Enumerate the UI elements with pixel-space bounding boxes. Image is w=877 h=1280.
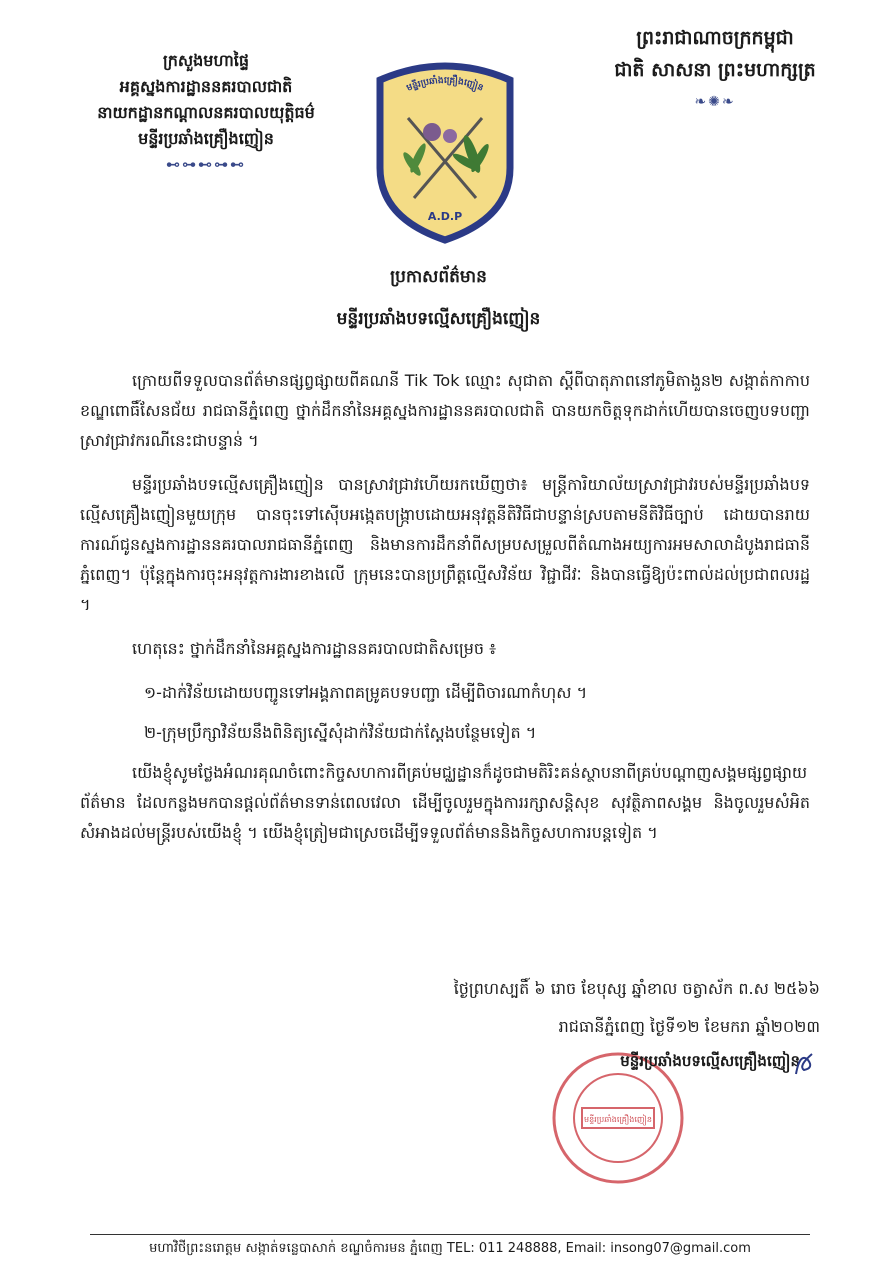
header-left-ornament: ⊷⊶⊷⊶⊷ (166, 157, 246, 173)
ministry-name: ក្រសួងមហាផ្ទៃ (162, 51, 249, 70)
kingdom-name: ព្រះរាជាណាចក្រកម្ពុជា (636, 27, 794, 49)
document-title: ប្រកាសព័ត៌មាន (390, 267, 487, 287)
paragraph-3: ហេតុនេះ ថ្នាក់ដឹកនាំនៃអគ្គស្នងការដ្ឋាននគរបាលជាតិសម្រេច ៖ (132, 639, 497, 658)
footer-address: មហាវិថីព្រះនរោត្តម សង្កាត់ទន្លេបាសាក់ ខណ្ឌចំការមន ភ្នំពេញ TEL: 011 248888, Email: insong07@gmail.com (149, 1241, 751, 1256)
logo-abbr: A.D.P (427, 210, 463, 223)
department-name: នាយកដ្ឋានកណ្តាលនគរបាលយុត្តិធម៌ (97, 103, 315, 122)
place-date: រាជធានីភ្នំពេញ ថ្ងៃទី១២ ខែមករា ឆ្នាំ២០២៣ (558, 1017, 820, 1036)
seal-text: មន្ទីរប្រឆាំងគ្រឿងញៀន (584, 1115, 652, 1124)
header-right-ornament: ❧✺❧ (694, 94, 736, 110)
commissariat-name: អគ្គស្នងការដ្ឋាននគរបាលជាតិ (119, 77, 293, 96)
header-left (56, 48, 356, 178)
signer-organization: មន្ទីរប្រឆាំងបទល្មើសគ្រឿងញៀន (620, 1052, 800, 1070)
paragraph-2: មន្ទីរប្រឆាំងបទល្មើសគ្រឿងញៀន បានស្រាវជ្រាវហើយរកឃើញថា៖ មន្ត្រីការិយាល័យស្រាវជ្រាវរបស់មន្ទីរប្រឆាំងបទល្មើសគ្រឿងញៀនមួយក្រុម បានចុះទៅស៊ើបអង្កេតបង្ក្រាបដោយអនុវត្តនីតិវិធីជាបន្ទាន់ស្របតាមនីតិវិធីច្បាប់ ដោយបានរាយការណ៍ជូនស្នងការដ្ឋាននគរបាលរាជធានីភ្នំពេញ និងមានការដឹកនាំពីសម្របសម្រួលពីតំណាងអយ្យការអមសាលាដំបូងរាជធានីភ្នំពេញ។ ប៉ុន្តែក្នុងការចុះអនុវត្តការងារខាងលើ ក្រុមនេះបានប្រព្រឹត្តល្មើសវិន័យ វិជ្ជាជីវៈ និងបានធ្វើឱ្យប៉ះពាល់ដល់ប្រជាពលរដ្ឋ ។ (80, 475, 810, 614)
footer-divider (90, 1234, 810, 1235)
lunar-date: ថ្ងៃព្រហស្បតិ៍ ៦ រោច ខែបុស្ស ឆ្នាំខាល ចត្វាស័ក ព.ស ២៥៦៦ (453, 979, 820, 998)
office-name: មន្ទីរប្រឆាំងគ្រឿងញៀន (138, 129, 274, 148)
paragraph-1: ក្រោយពីទទួលបានព័ត៌មានផ្សព្វផ្សាយពីគណនី Tik Tok ឈ្មោះ សុជាតា ស្តីពីបាតុភាពនៅភូមិតាងួន២ សង្កាត់កាកាប ខណ្ឌពោធិ៍សែនជ័យ រាជធានីភ្នំពេញ ថ្នាក់ដឹកនាំនៃអគ្គស្នងការដ្ឋាននគរបាលជាតិ បានយកចិត្តទុកដាក់ហើយបានចេញបទបញ្ជាស្រាវជ្រាវករណីនេះជាបន្ទាន់ ។ (80, 371, 810, 450)
paragraph-4: យើងខ្ញុំសូមថ្លែងអំណរគុណចំពោះកិច្ចសហការពីគ្រប់មជ្ឈដ្ឋានក៏ដូចជាមតិរិះគន់ស្ថាបនាពីគ្រប់បណ្តាញសង្គមផ្សព្វផ្សាយព័ត៌មាន ដែលកន្លងមកបានផ្តល់ព័ត៌មានទាន់ពេលវេលា ដើម្បីចូលរួមក្នុងការរក្សាសន្តិសុខ សុវត្ថិភាពសង្គម និងចូលរួមសំអិតសំអាងដល់មន្ត្រីរបស់យើងខ្ញុំ ។ យើងខ្ញុំត្រៀមជាស្រេចដើម្បីទទួលព័ត៌មាននិងកិច្ចសហការបន្តទៀត ។ (80, 763, 810, 842)
header-right (580, 22, 850, 118)
decision-item-1: ១-ដាក់វិន័យដោយបញ្ជូនទៅអង្គភាពគម្រូគបទបញ្ជា ដើម្បីពិចារណាកំហុស ។ (144, 683, 588, 702)
national-motto: ជាតិ សាសនា ព្រះមហាក្សត្រ (614, 59, 816, 81)
decision-item-2: ២-ក្រុមប្រឹក្សាវិន័យនឹងពិនិត្យស្នើសុំដាក់វិន័យជាក់ស្តែងបន្ថែមទៀត ។ (144, 723, 537, 742)
logo-arc-text: មន្ទីរប្រឆាំងគ្រឿងញៀន (405, 75, 485, 94)
signature-mark (790, 1048, 820, 1078)
document-body (80, 366, 810, 862)
poppy-pod-icon (423, 123, 441, 141)
adp-logo (372, 58, 518, 244)
document-subtitle: មន្ទីរប្រឆាំងបទល្មើសគ្រឿងញៀន (336, 309, 541, 329)
